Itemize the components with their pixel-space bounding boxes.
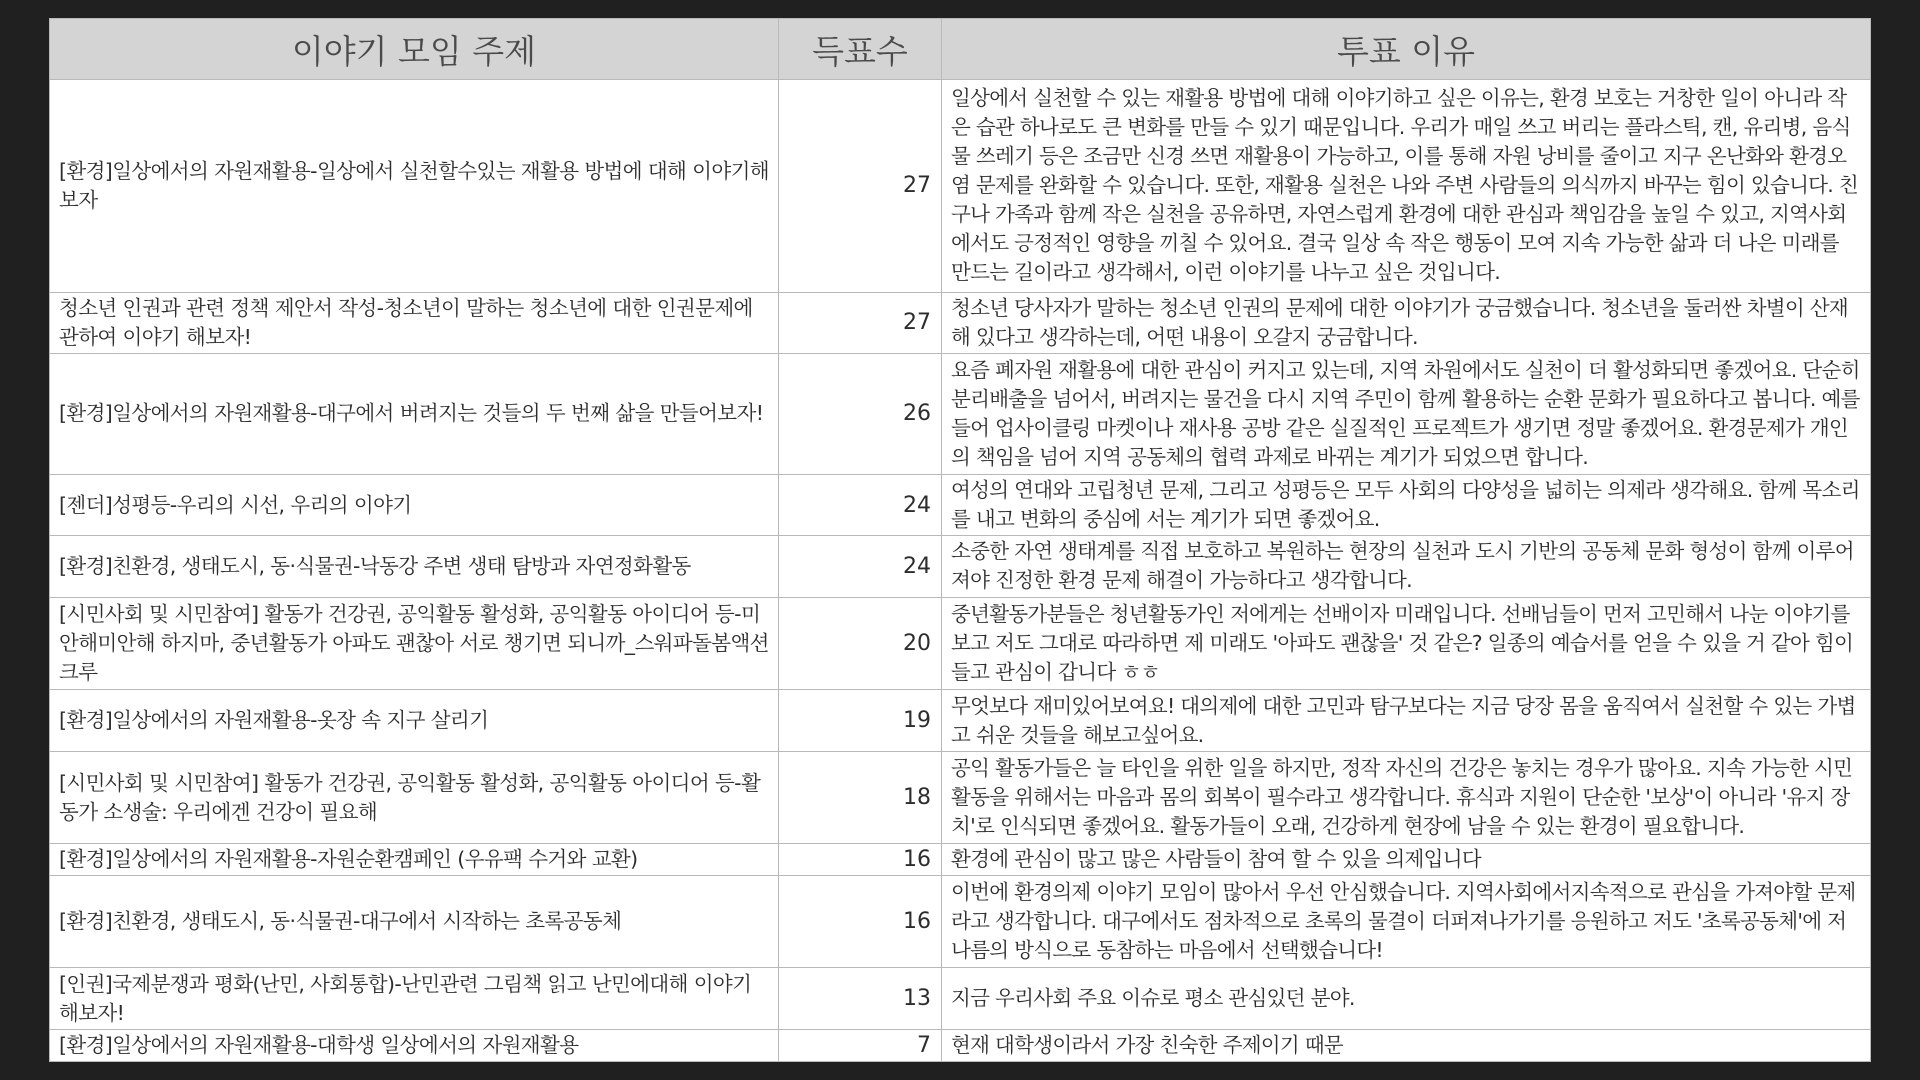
votes-cell[interactable]: 19 [779,690,942,751]
votes-cell[interactable]: 27 [779,292,942,353]
reason-cell[interactable]: 이번에 환경의제 이야기 모임이 많아서 우선 안심했습니다. 지역사회에서지속적으로 관심을 가져야할 문제라고 생각합니다. 대구에서도 점차적으로 초록의 물결이 더퍼져나가기를 응원하고 저도 '초록공동체'에 저나름의 방식으로 동참하는 마음에서 선택했습니다! [942,875,1871,968]
reason-cell[interactable]: 환경에 관심이 많고 많은 사람들이 참여 할 수 있을 의제입니다 [942,844,1871,875]
topic-cell[interactable]: [시민사회 및 시민참여] 활동가 건강권, 공익활동 활성화, 공익활동 아이디어 등-활동가 소생술: 우리에겐 건강이 필요해 [50,751,779,844]
topic-cell[interactable]: [환경]일상에서의 자원재활용-일상에서 실천할수있는 재활용 방법에 대해 이야기해보자 [50,80,779,293]
topic-cell[interactable]: [환경]일상에서의 자원재활용-자원순환캠페인 (우유팩 수거와 교환) [50,844,779,875]
spreadsheet-sheet [49,18,1870,1062]
table-row [50,80,1871,293]
reason-cell[interactable]: 무엇보다 재미있어보여요! 대의제에 대한 고민과 탐구보다는 지금 당장 몸을 움직여서 실천할 수 있는 가볍고 쉬운 것들을 해보고싶어요. [942,690,1871,751]
votes-cell[interactable]: 20 [779,597,942,690]
topic-cell[interactable]: [환경]일상에서의 자원재활용-대학생 일상에서의 자원재활용 [50,1029,779,1061]
table-row [50,968,1871,1029]
votes-cell[interactable]: 7 [779,1029,942,1061]
vote-results-table [49,18,1871,1062]
header-reason[interactable]: 투표 이유 [942,19,1871,80]
reason-cell[interactable]: 공익 활동가들은 늘 타인을 위한 일을 하지만, 정작 자신의 건강은 놓치는 경우가 많아요. 지속 가능한 시민활동을 위해서는 마음과 몸의 회복이 필수라고 생각합니다. 휴식과 지원이 단순한 '보상'이 아니라 '유지 장치'로 인식되면 좋겠어요. 활동가들이 오래, 건강하게 현장에 남을 수 있는 환경이 필요합니다. [942,751,1871,844]
reason-cell[interactable]: 소중한 자연 생태계를 직접 보호하고 복원하는 현장의 실천과 도시 기반의 공동체 문화 형성이 함께 이루어져야 진정한 환경 문제 해결이 가능하다고 생각합니다. [942,536,1871,597]
table-row [50,353,1871,474]
table-row [50,292,1871,353]
reason-cell[interactable]: 중년활동가분들은 청년활동가인 저에게는 선배이자 미래입니다. 선배님들이 먼저 고민해서 나눈 이야기를 보고 저도 그대로 따라하면 제 미래도 '아파도 괜찮을' 것 같은? 일종의 예습서를 얻을 수 있을 거 같아 힘이 들고 관심이 갑니다 ㅎㅎ [942,597,1871,690]
table-row [50,751,1871,844]
votes-cell[interactable]: 26 [779,353,942,474]
topic-cell[interactable]: [환경]친환경, 생태도시, 동·식물권-낙동강 주변 생태 탐방과 자연정화활동 [50,536,779,597]
topic-cell[interactable]: [환경]친환경, 생태도시, 동·식물권-대구에서 시작하는 초록공동체 [50,875,779,968]
reason-cell[interactable]: 지금 우리사회 주요 이슈로 평소 관심있던 분야. [942,968,1871,1029]
reason-cell[interactable]: 요즘 폐자원 재활용에 대한 관심이 커지고 있는데, 지역 차원에서도 실천이 더 활성화되면 좋겠어요. 단순히 분리배출을 넘어서, 버려지는 물건을 다시 지역 주민이 함께 활용하는 순환 문화가 필요하다고 봅니다. 예를 들어 업사이클링 마켓이나 재사용 공방 같은 실질적인 프로젝트가 생기면 정말 좋겠어요. 환경문제가 개인의 책임을 넘어 지역 공동체의 협력 과제로 바뀌는 계기가 되었으면 합니다. [942,353,1871,474]
table-row [50,1029,1871,1061]
table-row [50,844,1871,875]
votes-cell[interactable]: 18 [779,751,942,844]
votes-cell[interactable]: 24 [779,474,942,535]
topic-cell[interactable]: [환경]일상에서의 자원재활용-대구에서 버려지는 것들의 두 번째 삶을 만들어보자! [50,353,779,474]
votes-cell[interactable]: 27 [779,80,942,293]
reason-cell[interactable]: 여성의 연대와 고립청년 문제, 그리고 성평등은 모두 사회의 다양성을 넓히는 의제라 생각해요. 함께 목소리를 내고 변화의 중심에 서는 계기가 되면 좋겠어요. [942,474,1871,535]
reason-cell[interactable]: 현재 대학생이라서 가장 친숙한 주제이기 때문 [942,1029,1871,1061]
votes-cell[interactable]: 24 [779,536,942,597]
topic-cell[interactable]: 청소년 인권과 관련 정책 제안서 작성-청소년이 말하는 청소년에 대한 인권문제에 관하여 이야기 해보자! [50,292,779,353]
table-row [50,474,1871,535]
topic-cell[interactable]: [시민사회 및 시민참여] 활동가 건강권, 공익활동 활성화, 공익활동 아이디어 등-미안해미안해 하지마, 중년활동가 아파도 괜찮아 서로 챙기면 되니까_스워파돌봄액션크루 [50,597,779,690]
table-row [50,690,1871,751]
header-topic[interactable]: 이야기 모임 주제 [50,19,779,80]
votes-cell[interactable]: 16 [779,844,942,875]
table-row [50,597,1871,690]
votes-cell[interactable]: 16 [779,875,942,968]
topic-cell[interactable]: [젠더]성평등-우리의 시선, 우리의 이야기 [50,474,779,535]
table-row [50,536,1871,597]
header-votes[interactable]: 득표수 [779,19,942,80]
header-row [50,19,1871,80]
votes-cell[interactable]: 13 [779,968,942,1029]
reason-cell[interactable]: 청소년 당사자가 말하는 청소년 인권의 문제에 대한 이야기가 궁금했습니다. 청소년을 둘러싼 차별이 산재해 있다고 생각하는데, 어떤 내용이 오갈지 궁금합니다. [942,292,1871,353]
reason-cell[interactable]: 일상에서 실천할 수 있는 재활용 방법에 대해 이야기하고 싶은 이유는, 환경 보호는 거창한 일이 아니라 작은 습관 하나로도 큰 변화를 만들 수 있기 때문입니다. 우리가 매일 쓰고 버리는 플라스틱, 캔, 유리병, 음식물 쓰레기 등은 조금만 신경 쓰면 재활용이 가능하고, 이를 통해 자원 낭비를 줄이고 지구 온난화와 환경오염 문제를 완화할 수 있습니다. 또한, 재활용 실천은 나와 주변 사람들의 의식까지 바꾸는 힘이 있습니다. 친구나 가족과 함께 작은 실천을 공유하면, 자연스럽게 환경에 대한 관심과 책임감을 높일 수 있고, 지역사회에서도 긍정적인 영향을 끼칠 수 있어요. 결국 일상 속 작은 행동이 모여 지속 가능한 삶과 더 나은 미래를 만드는 길이라고 생각해서, 이런 이야기를 나누고 싶은 것입니다. [942,80,1871,293]
topic-cell[interactable]: [환경]일상에서의 자원재활용-옷장 속 지구 살리기 [50,690,779,751]
topic-cell[interactable]: [인권]국제분쟁과 평화(난민, 사회통합)-난민관련 그림책 읽고 난민에대해 이야기 해보자! [50,968,779,1029]
table-row [50,875,1871,968]
